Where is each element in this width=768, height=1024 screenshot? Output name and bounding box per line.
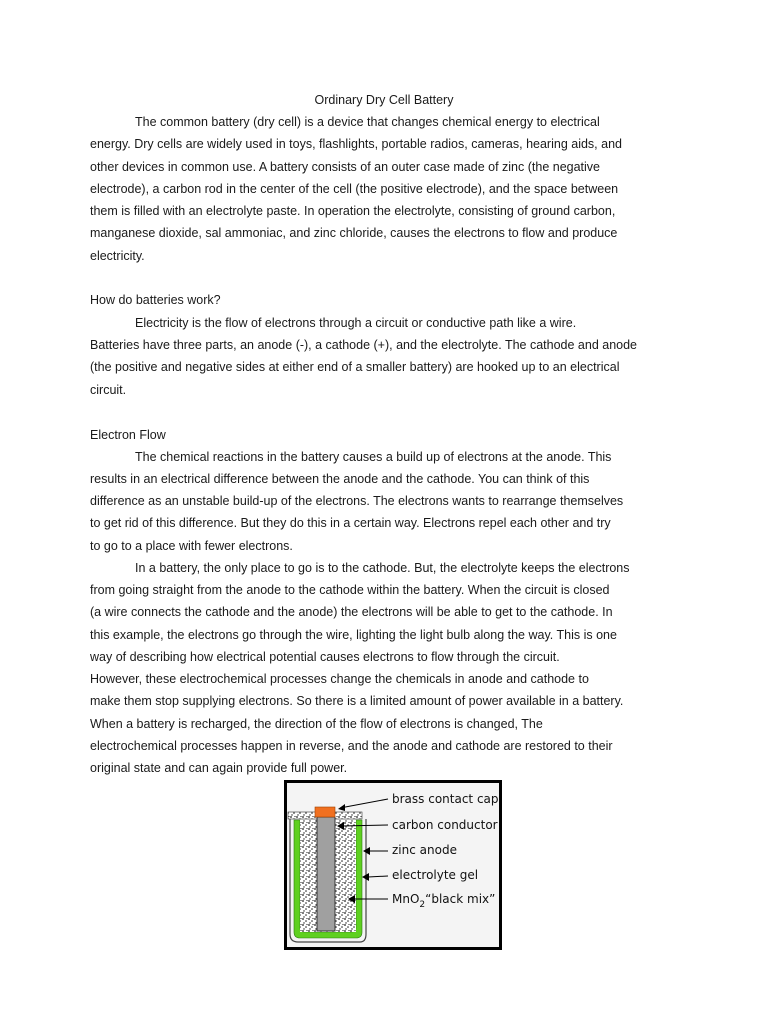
section-heading: How do batteries work? bbox=[90, 293, 221, 307]
paragraph-line: However, these electrochemical processes change the chemicals in anode and cathode to bbox=[90, 672, 589, 686]
paragraph-line: When a battery is recharged, the direction of the flow of electrons is changed, The bbox=[90, 717, 543, 731]
paragraph-line: them is filled with an electrolyte paste. In operation the electrolyte, consisting of ground carbon, bbox=[90, 204, 616, 218]
page-title: Ordinary Dry Cell Battery bbox=[314, 93, 454, 107]
paragraph-line: The common battery (dry cell) is a device that changes chemical energy to electrical bbox=[135, 115, 600, 129]
paragraph-line: this example, the electrons go through the wire, lighting the light bulb along the way. This is one bbox=[90, 628, 617, 642]
paragraph-line: Batteries have three parts, an anode (-), a cathode (+), and the electrolyte. The cathode and anode bbox=[90, 338, 637, 352]
label-brass-contact-cap: brass contact cap bbox=[392, 792, 499, 806]
paragraph-line: way of describing how electrical potential causes electrons to flow through the circuit. bbox=[90, 650, 560, 664]
label-black-mix-text: “black mix” bbox=[425, 892, 496, 906]
paragraph-line: difference as an unstable build-up of the electrons. The electrons wants to rearrange themselves bbox=[90, 494, 624, 508]
paragraph-line: from going straight from the anode to the cathode within the battery. When the circuit is closed bbox=[90, 583, 610, 597]
label-carbon-conductor: carbon conductor bbox=[392, 818, 498, 832]
paragraph-line: manganese dioxide, sal ammoniac, and zinc chloride, causes the electrons to flow and produce bbox=[90, 226, 618, 240]
paragraph-line: results in an electrical difference between the anode and the cathode. You can think of this bbox=[90, 472, 590, 486]
paragraph-line: make them stop supplying electrons. So there is a limited amount of power available in a battery. bbox=[90, 694, 624, 708]
paragraph-line: circuit. bbox=[90, 383, 127, 397]
paragraph-line: electrochemical processes happen in reverse, and the anode and cathode are restored to their bbox=[90, 739, 613, 753]
label-subscript: 2 bbox=[419, 900, 426, 910]
section-heading: Electron Flow bbox=[90, 428, 166, 442]
label-electrolyte-gel: electrolyte gel bbox=[392, 868, 479, 882]
paragraph-line: electrode), a carbon rod in the center of the cell (the positive electrode), and the space between bbox=[90, 182, 619, 196]
brass-cap bbox=[315, 807, 335, 817]
carbon-rod bbox=[317, 817, 335, 931]
paragraph-line: Electricity is the flow of electrons through a circuit or conductive path like a wire. bbox=[135, 316, 577, 330]
dry-cell-diagram bbox=[284, 780, 502, 950]
paragraph-line: other devices in common use. A battery consists of an outer case made of zinc (the negative bbox=[90, 160, 600, 174]
paragraph-line: to go to a place with fewer electrons. bbox=[90, 539, 293, 553]
paragraph-line: electricity. bbox=[90, 249, 145, 263]
paragraph-line: to get rid of this difference. But they do this in a certain way. Electrons repel each other and try bbox=[90, 516, 611, 530]
paragraph-line: original state and can again provide full power. bbox=[90, 761, 348, 775]
label-zinc-anode: zinc anode bbox=[392, 843, 457, 857]
paragraph-line: energy. Dry cells are widely used in toys, flashlights, portable radios, cameras, hearing aids, and bbox=[90, 137, 622, 151]
label-mno: MnO bbox=[392, 892, 420, 906]
paragraph-line: In a battery, the only place to go is to the cathode. But, the electrolyte keeps the electrons bbox=[135, 561, 630, 575]
paragraph-line: The chemical reactions in the battery causes a build up of electrons at the anode. This bbox=[135, 450, 612, 464]
paragraph-line: (a wire connects the cathode and the anode) the electrons will be able to get to the cathode. In bbox=[90, 605, 613, 619]
paragraph-line: (the positive and negative sides at either end of a smaller battery) are hooked up to an electrical bbox=[90, 360, 620, 374]
